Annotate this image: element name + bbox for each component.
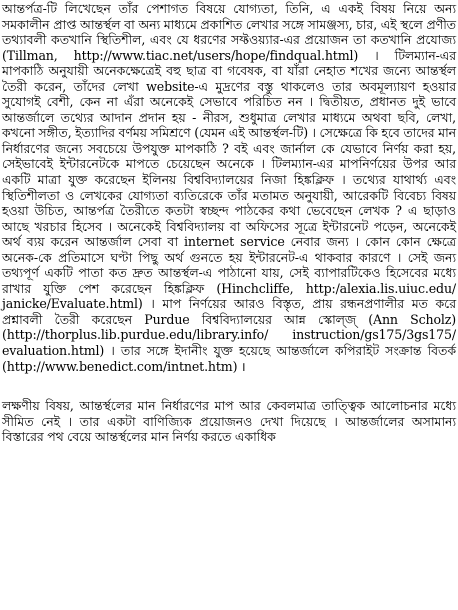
body-paragraph-2: লক্ষণীয় বিষয়, আন্তর্স্থলের মান নির্ধারণের মাপ আর কেবলমাত্র তাত্ত্বিক আলোচনার মধ্যে সীমিত নেই । তার একটা বাণিজ্যিক প্রয়োজনও দেখা দিয়েছে । আন্তর্জালের অসামান্য বিস্তারের পথ বেয়ে আন্তর্স্থলের মান নির্ণয় করতে একাধিক <box>2 398 456 445</box>
body-paragraph-1: আন্তর্পত্র-টি লিখেছেন তাঁর পেশাগত বিষয়ে যোগ্যতা, তিনি, এ একই বিষয় নিয়ে অন্য সমকালীন প্রাপ্ত আন্তর্স্থল বা অন্য মাধ্যমে প্রকাশিত লেখার সঙ্গে সামঞ্জস্য, চার, এই স্থলে প্রণীত তথ্যাবলী কতখানি স্থিতিশীল, এবং যে ধরণের সফ্টওয়্যার-এর প্রয়োজন তা কতখানি প্রযোজ্য (Tillman, http://www.tiac.net/users/hope/findqual.html) । টিলম্যান-এর মাপকাঠি অনুযায়ী অনেকক্ষেত্রেই বহু ছাত্র বা গবেষক, বা যাঁরা নেহাত শখের জন্যে আন্তর্স্থল তৈরী করেন, তাঁদের লেখা website-এ মুদ্রণের বস্তু থাকলেও তার অবমূল্যায়ণ হওয়ার সুযোগই বেশী, কেন না এঁরা অনেকেই সেভাবে পরিচিত নন । দ্বিতীয়ত, প্রধানত দুই ভাবে আন্তর্জালে তথ্যের আদান প্রদান হয় - নীরস, শুধুমাত্র লেখার মাধ্যমে অথবা ছবি, লেখা, কখনো সঙ্গীত, ইত্যাদির বর্ণময় সমিশ্রণে (যেমন এই আন্তর্স্থল-টি) । সেক্ষেত্রে কি হবে তাদের মান নির্ধারণের জন্যে সবচেয়ে উপযুক্ত মাপকাঠি ? বই এবং জার্নাল কে যেভাবে নির্ণয় করা হয়, সেইভাবেই ইন্টারনেটকে মাপতে চেয়েছেন অনেকে । টিলম্যান-এর মাপনির্ণয়ের উপর আর একটি মাত্রা যুক্ত করেছেন ইলিনয় বিশ্ববিদ্যালয়ের নিজা হিঙ্কক্লিফ । তথ্যের যাথার্থ্য এবং স্থিতিশীলতা ও লেখকের যোগ্যতা ব্যতিরেকে তাঁর মতামত অনুযায়ী, আরেকটি বিবেচ্য বিষয় হওয়া উচিত, আন্তর্পত্র তৈরীতে কতটা স্বচ্ছন্দ পাঠকের কথা ভেবেছেন লেখক ? এ ছাড়াও আছে খরচার হিসেব । অনেকেই বিশ্ববিদ্যালয় বা অফিসের সূত্রে ইন্টারনেট পড়েন, অনেকেই অর্থ ব্যয় করেন আন্তর্জাল সেবা বা internet service নেবার জন্য । কোন কোন ক্ষেত্রে অনেক-কে প্রতিমাসে ঘণ্টা পিছু অর্থ গুনতে হয় ইন্টারনেট-এ থাকবার কারণে । সেই জন্য তথ্যপূর্ণ একটি পাতা কত দ্রুত আন্তর্স্থল-এ পাঠানো যায়, সেই ব্যাপারটিকেও হিসেবের মধ্যে রাখার যুক্তি পেশ করেছেন হিঙ্কক্লিফ (Hinchcliffe, http:/alexia.lis.uiuc.edu/ janicke/Evaluate.html) । মাপ নির্ণয়ের আরও বিস্তৃত, প্রায় রন্ধনপ্রণালীর মত করে প্রশ্নাবলী তৈরী করেছেন Purdue বিশ্ববিদ্যালয়ের আন্ন স্কোল্‌জ্ (Ann Scholz) (http://thorplus.lib.purdue.edu/library.info/ instruction/gs175/3gs175/ evaluation.html) । তার সঙ্গে ইদানীং যুক্ত হয়েছে আন্তর্জালে কপিরাইট সংক্রান্ত বিতর্ক (http://www.benedict.com/intnet.htm) । <box>2 1 456 374</box>
paragraph-gap <box>2 374 456 398</box>
